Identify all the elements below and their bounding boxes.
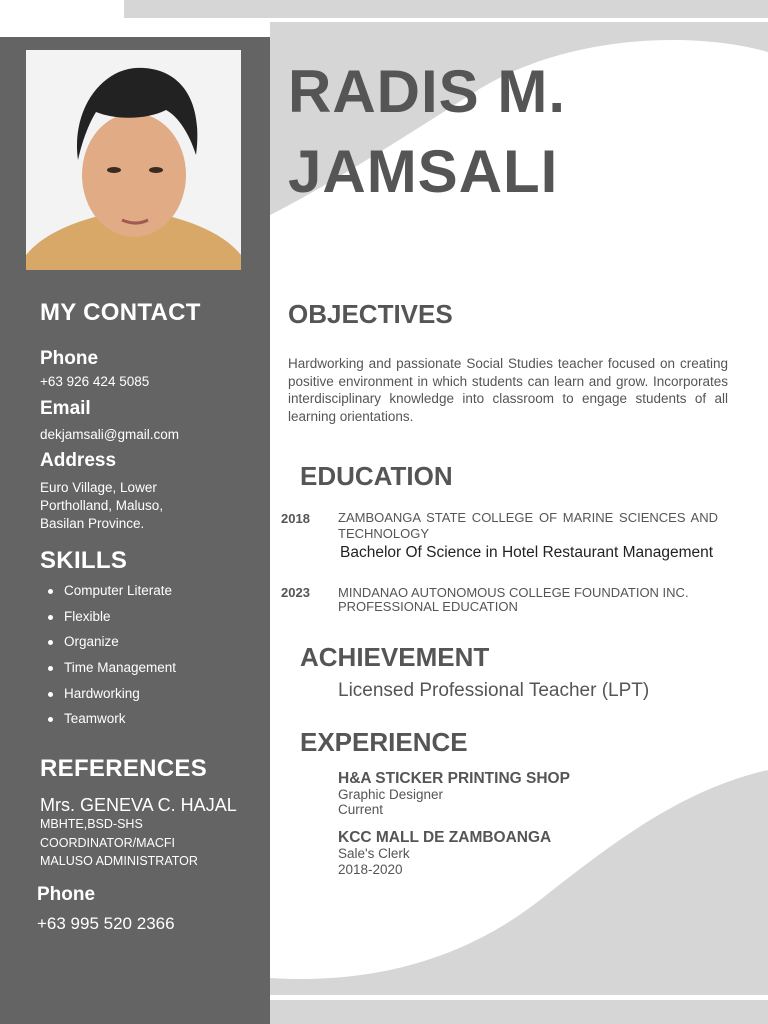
job-period: 2018-2020: [338, 862, 403, 877]
job-role: Graphic Designer: [338, 787, 444, 802]
email-value: dekjamsali@gmail.com: [40, 427, 179, 442]
references-heading: REFERENCES: [40, 755, 208, 782]
address-label: Address: [40, 450, 117, 471]
skill-item: Teamwork: [40, 709, 176, 735]
education-year: 2018: [281, 511, 310, 526]
skill-item: Flexible: [40, 607, 176, 633]
reference-line: COORDINATOR/MACFI: [40, 836, 175, 850]
objectives-heading: OBJECTIVES: [288, 299, 453, 329]
achievement-text: Licensed Professional Teacher (LPT): [338, 680, 650, 701]
reference-line: MBHTE,BSD-SHS: [40, 817, 143, 831]
education-year: 2023: [281, 585, 310, 600]
achievement-heading: ACHIEVEMENT: [300, 642, 490, 672]
phone-label: Phone: [40, 348, 99, 369]
reference-line: MALUSO ADMINISTRATOR: [40, 854, 198, 868]
address-line: Portholland, Maluso,: [40, 498, 164, 513]
job-company: KCC MALL DE ZAMBOANGA: [338, 829, 552, 846]
skill-item: Organize: [40, 632, 176, 658]
reference-name: Mrs. GENEVA C. HAJAL: [40, 795, 237, 815]
education-school: ZAMBOANGA STATE COLLEGE OF MARINE SCIENCES AND TECHNOLOGY: [338, 510, 718, 541]
skills-list: [40, 581, 176, 735]
address-line: Euro Village, Lower: [40, 480, 157, 495]
phone-value: +63 926 424 5085: [40, 374, 150, 389]
education-school: MINDANAO AUTONOMOUS COLLEGE FOUNDATION INC.: [338, 585, 689, 600]
education-degree: Bachelor Of Science in Hotel Restaurant Management: [340, 544, 714, 561]
profile-photo: [26, 50, 241, 270]
skill-item: Hardworking: [40, 684, 176, 710]
reference-phone: +63 995 520 2366: [37, 914, 175, 933]
job-company: H&A STICKER PRINTING SHOP: [338, 770, 570, 787]
candidate-name: [288, 52, 566, 212]
reference-phone-label: Phone: [37, 884, 96, 905]
objectives-text: Hardworking and passionate Social Studies teacher focused on creating positive environment in which students can learn and grow. Incorporates interdisciplinary knowledge into classroom to engage students of all learning orientations.: [288, 356, 728, 424]
skills-heading: SKILLS: [40, 547, 128, 574]
experience-heading: EXPERIENCE: [300, 727, 468, 757]
skill-item: Time Management: [40, 658, 176, 684]
skill-item: Computer Literate: [40, 581, 176, 607]
job-role: Sale's Clerk: [338, 846, 410, 861]
email-label: Email: [40, 398, 91, 419]
name-line: JAMSALI: [288, 138, 559, 205]
education-degree: PROFESSIONAL EDUCATION: [338, 599, 518, 614]
job-period: Current: [338, 802, 384, 817]
education-heading: EDUCATION: [300, 461, 453, 491]
contact-heading: MY CONTACT: [40, 299, 201, 326]
name-line: RADIS M.: [288, 58, 566, 125]
address-line: Basilan Province.: [40, 516, 145, 531]
